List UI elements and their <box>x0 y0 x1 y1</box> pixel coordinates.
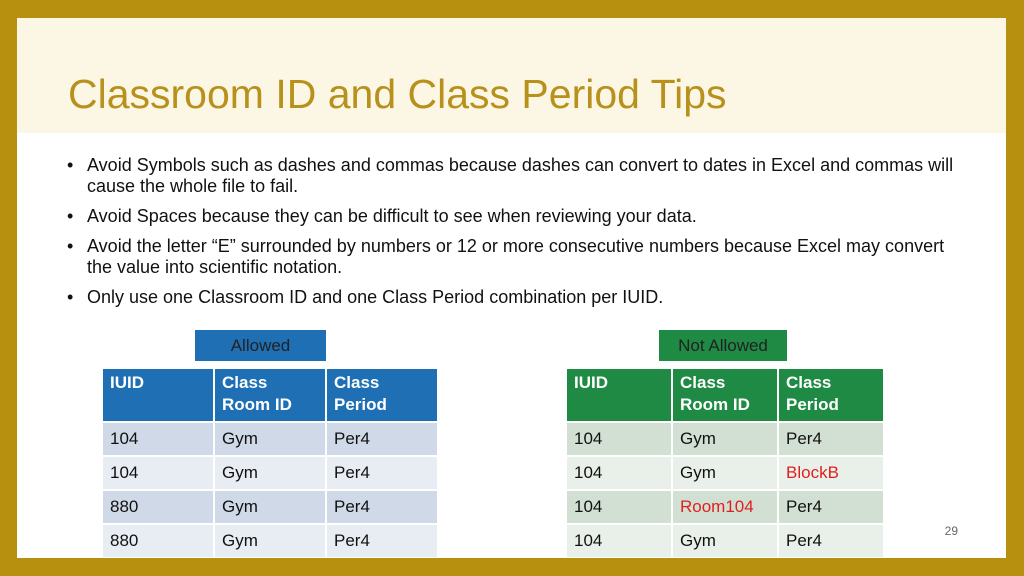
cell-iuid: 880 <box>102 524 214 558</box>
bullet-icon: • <box>67 287 74 307</box>
not-allowed-label: Not Allowed <box>659 330 787 361</box>
cell-class-room-id-invalid: Room104 <box>672 490 778 524</box>
tip-text: Avoid Spaces because they can be difficult to see when reviewing your data. <box>87 206 697 226</box>
table-row <box>566 456 884 490</box>
cell-class-period: Per4 <box>778 524 884 558</box>
bullet-icon: • <box>67 155 74 175</box>
table-row <box>566 524 884 558</box>
tips-list <box>67 155 967 317</box>
table-header-row <box>102 368 438 422</box>
cell-class-period-invalid: BlockB <box>778 456 884 490</box>
cell-iuid: 104 <box>102 456 214 490</box>
cell-class-period: Per4 <box>326 524 438 558</box>
header-iuid: IUID <box>566 368 672 422</box>
header-class-period: Class Period <box>326 368 438 422</box>
cell-iuid: 104 <box>102 422 214 456</box>
header-class-period: Class Period <box>778 368 884 422</box>
cell-class-period: Per4 <box>778 490 884 524</box>
tip-item <box>67 206 967 227</box>
table-row <box>102 490 438 524</box>
slide-title: Classroom ID and Class Period Tips <box>68 71 727 117</box>
table-row <box>566 422 884 456</box>
cell-class-room-id: Gym <box>672 524 778 558</box>
table-row <box>566 490 884 524</box>
cell-iuid: 104 <box>566 422 672 456</box>
cell-class-room-id: Gym <box>214 422 326 456</box>
bullet-icon: • <box>67 236 74 256</box>
tip-text: Avoid the letter “E” surrounded by numbers or 12 or more consecutive numbers because Excel may convert the value into scientific notation. <box>87 236 945 277</box>
cell-class-room-id: Gym <box>214 524 326 558</box>
cell-iuid: 104 <box>566 490 672 524</box>
header-class-room-id: Class Room ID <box>672 368 778 422</box>
cell-iuid: 880 <box>102 490 214 524</box>
tip-item <box>67 287 967 308</box>
title-band <box>17 18 1006 133</box>
cell-class-period: Per4 <box>778 422 884 456</box>
bullet-icon: • <box>67 206 74 226</box>
page-number: 29 <box>944 524 958 538</box>
cell-class-room-id: Gym <box>214 490 326 524</box>
cell-class-period: Per4 <box>326 456 438 490</box>
tip-text: Only use one Classroom ID and one Class Period combination per IUID. <box>87 287 664 307</box>
tip-item <box>67 155 967 197</box>
cell-class-period: Per4 <box>326 490 438 524</box>
cell-iuid: 104 <box>566 456 672 490</box>
cell-class-room-id: Gym <box>672 422 778 456</box>
cell-class-room-id: Gym <box>672 456 778 490</box>
header-iuid: IUID <box>102 368 214 422</box>
not-allowed-table <box>566 368 884 558</box>
table-row <box>102 456 438 490</box>
allowed-label: Allowed <box>195 330 326 361</box>
allowed-table <box>102 368 438 558</box>
table-row <box>102 524 438 558</box>
cell-class-room-id: Gym <box>214 456 326 490</box>
table-row <box>102 422 438 456</box>
cell-class-period: Per4 <box>326 422 438 456</box>
header-class-room-id: Class Room ID <box>214 368 326 422</box>
cell-iuid: 104 <box>566 524 672 558</box>
slide <box>17 18 1006 558</box>
tip-text: Avoid Symbols such as dashes and commas because dashes can convert to dates in Excel and commas will cause the whole file to fail. <box>87 155 954 196</box>
tip-item <box>67 236 967 278</box>
table-header-row <box>566 368 884 422</box>
